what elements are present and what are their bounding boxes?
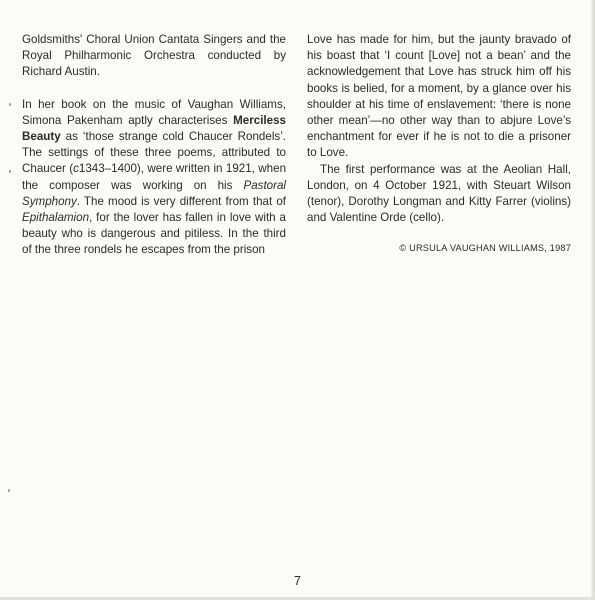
left-column [22, 32, 286, 259]
scan-speck [9, 103, 11, 106]
copyright-credit: © URSULA VAUGHAN WILLIAMS, 1987 [399, 243, 571, 254]
intro-paragraph: Goldsmiths' Choral Union Cantata Singers and the Royal Philharmonic Orchestra conducted by Richard Austin. [22, 33, 286, 79]
work-title-merciless-beauty: Merciless Beauty [22, 113, 286, 144]
merciless-beauty-paragraph: In her book on the music of Vaughan Williams, Simona Pakenham aptly characterises Merciless Beauty as ‘those strange cold Chaucer Rondels’. The settings of these three poems, attributed to Chaucer (c1343–1400), were written in 1921, when the composer was working on his Pastoral Symphony. The mood is very different from that of Epithalamion, for the lover has fallen in love with a beauty who is dangerous and pitiless. In the third of the three rondels he escapes from the prison [22, 97, 287, 257]
scan-speck [9, 170, 11, 173]
work-title-epithalamion: Epithalamion [22, 211, 90, 225]
first-performance-paragraph: The first performance was at the Aeolian Hall, London, on 4 October 1921, with Steuart Wilson (tenor), Dorothy Longman and Kitty Farrer (violins) and Valentine Orde (cello). [307, 162, 571, 225]
right-column [307, 32, 571, 257]
work-title-pastoral-symphony: Pastoral Symphony [22, 178, 286, 208]
scan-speck [8, 489, 10, 492]
page-edge-right [591, 0, 595, 600]
continuation-paragraph: Love has made for him, but the jaunty bravado of his boast that ‘I count [Love] not a bean’ and the acknowledgement that Love has struck him off his books is belied, for a moment, by a glance over his shoulder at his time of enslavement: ‘there is none other mean’—no other way than to abjure Love’s enchantment for ever if he is not to die a prisoner to Love. [307, 33, 571, 160]
page-number: 7 [294, 574, 301, 588]
